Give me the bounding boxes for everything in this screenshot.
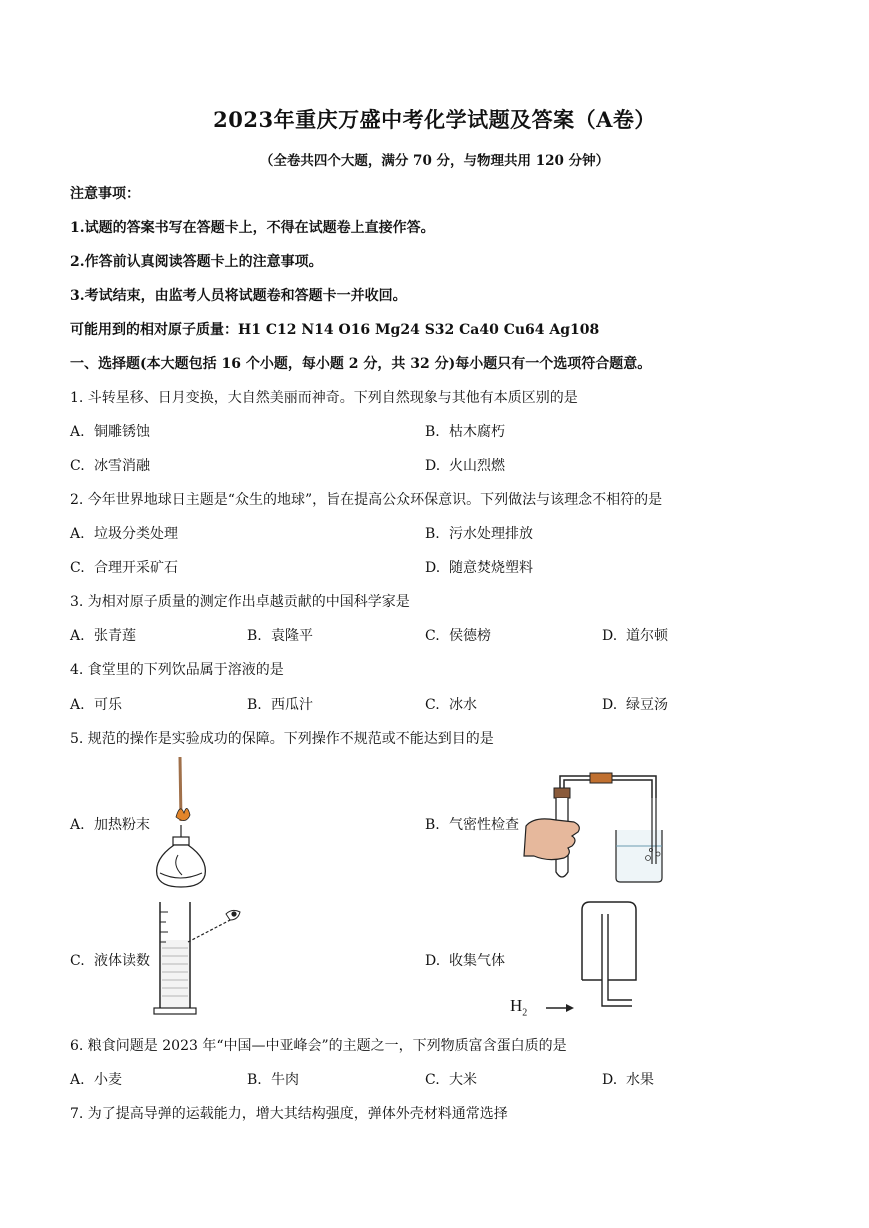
gas-subscript: 2	[522, 1007, 528, 1019]
option-text: 枯木腐朽	[449, 424, 505, 440]
option-a	[70, 625, 136, 645]
option-d	[425, 950, 505, 970]
option-label: C.	[70, 560, 85, 576]
page-subtitle: （全卷共四个大题，满分 70 分，与物理共用 120 分钟）	[259, 153, 610, 169]
option-d	[602, 625, 668, 645]
notice-item: 1.试题的答案书写在答题卡上，不得在试题卷上直接作答。	[70, 220, 435, 236]
option-text: 道尔顿	[626, 628, 668, 644]
gas-symbol: H	[510, 996, 523, 1015]
option-label: A.	[70, 424, 85, 440]
option-text: 铜雕锈蚀	[94, 424, 150, 440]
option-text: 污水处理排放	[449, 526, 533, 542]
option-c	[425, 1069, 477, 1089]
section-heading: 一、选择题(本大题包括 16 个小题，每小题 2 分，共 32 分)每小题只有一个选项符合题意。	[70, 356, 652, 372]
option-d	[602, 694, 668, 714]
option-label: B.	[247, 697, 262, 713]
option-d	[425, 455, 505, 475]
option-label: A.	[70, 1072, 85, 1088]
option-text: 西瓜汁	[271, 697, 313, 713]
option-c	[70, 557, 178, 577]
option-b	[425, 523, 533, 543]
option-label: C.	[425, 697, 440, 713]
option-text: 大米	[449, 1072, 477, 1088]
option-label: B.	[425, 817, 440, 833]
option-text: 可乐	[94, 697, 122, 713]
question-stem: 6. 粮食问题是 2023 年“中国—中亚峰会”的主题之一，下列物质富含蛋白质的是	[70, 1038, 567, 1054]
option-label: A.	[70, 628, 85, 644]
notice-item: 3.考试结束，由监考人员将试题卷和答题卡一并收回。	[70, 288, 407, 304]
option-text: 绿豆汤	[626, 697, 668, 713]
option-text: 垃圾分类处理	[94, 526, 178, 542]
option-c	[425, 625, 491, 645]
option-text: 冰雪消融	[94, 458, 150, 474]
option-label: B.	[247, 628, 262, 644]
option-text: 水果	[626, 1072, 654, 1088]
option-label: B.	[425, 526, 440, 542]
option-label: D.	[425, 560, 441, 576]
option-text: 张青莲	[94, 628, 136, 644]
option-a	[70, 814, 150, 834]
option-text: 气密性检查	[449, 817, 519, 833]
option-a	[70, 523, 178, 543]
gas-formula-label	[510, 996, 527, 1018]
figure-heating-powder	[150, 755, 210, 895]
option-label: D.	[602, 628, 618, 644]
option-c	[70, 950, 150, 970]
option-text: 合理开采矿石	[94, 560, 178, 576]
option-b	[247, 1069, 299, 1089]
question-stem: 7. 为了提高导弹的运载能力，增大其结构强度，弹体外壳材料通常选择	[70, 1106, 508, 1122]
option-d	[602, 1069, 654, 1089]
option-text: 收集气体	[449, 953, 505, 969]
question-stem: 2. 今年世界地球日主题是“众生的地球”，旨在提高公众环保意识。下列做法与该理念不相符的是	[70, 492, 663, 508]
option-label: A.	[70, 697, 85, 713]
option-label: D.	[425, 953, 441, 969]
option-label: D.	[602, 697, 618, 713]
option-c	[425, 694, 477, 714]
option-label: C.	[70, 953, 85, 969]
option-label: A.	[70, 817, 85, 833]
option-label: C.	[425, 1072, 440, 1088]
question-stem: 1. 斗转星移、日月变换，大自然美丽而神奇。下列自然现象与其他有本质区别的是	[70, 390, 578, 406]
option-label: C.	[425, 628, 440, 644]
option-a	[70, 421, 150, 441]
option-b	[425, 814, 519, 834]
option-a	[70, 1069, 122, 1089]
option-d	[425, 557, 533, 577]
option-b	[247, 625, 313, 645]
option-text: 冰水	[449, 697, 477, 713]
figure-airtightness-check	[524, 768, 664, 884]
option-text: 牛肉	[271, 1072, 299, 1088]
atomic-mass-line: 可能用到的相对原子质量：H1 C12 N14 O16 Mg24 S32 Ca40 Cu64 Ag108	[70, 322, 600, 338]
notice-item: 2.作答前认真阅读答题卡上的注意事项。	[70, 254, 323, 270]
question-stem: 5. 规范的操作是实验成功的保障。下列操作不规范或不能达到目的是	[70, 731, 494, 747]
option-label: A.	[70, 526, 85, 542]
option-b	[425, 421, 505, 441]
option-text: 加热粉末	[94, 817, 150, 833]
option-label: B.	[247, 1072, 262, 1088]
page-title: 2023年重庆万盛中考化学试题及答案（A卷）	[213, 107, 656, 132]
option-text: 随意焚烧塑料	[449, 560, 533, 576]
option-text: 袁隆平	[271, 628, 313, 644]
figure-gas-collection	[508, 898, 644, 1022]
option-b	[247, 694, 313, 714]
option-label: D.	[602, 1072, 618, 1088]
option-c	[70, 455, 150, 475]
option-label: D.	[425, 458, 441, 474]
notice-heading: 注意事项：	[70, 186, 140, 202]
option-text: 小麦	[94, 1072, 122, 1088]
figure-liquid-reading	[150, 900, 250, 1018]
option-text: 液体读数	[94, 953, 150, 969]
option-label: C.	[70, 458, 85, 474]
question-stem: 3. 为相对原子质量的测定作出卓越贡献的中国科学家是	[70, 594, 410, 610]
option-text: 侯德榜	[449, 628, 491, 644]
question-stem: 4. 食堂里的下列饮品属于溶液的是	[70, 662, 284, 678]
option-text: 火山烈燃	[449, 458, 505, 474]
option-a	[70, 694, 122, 714]
option-label: B.	[425, 424, 440, 440]
